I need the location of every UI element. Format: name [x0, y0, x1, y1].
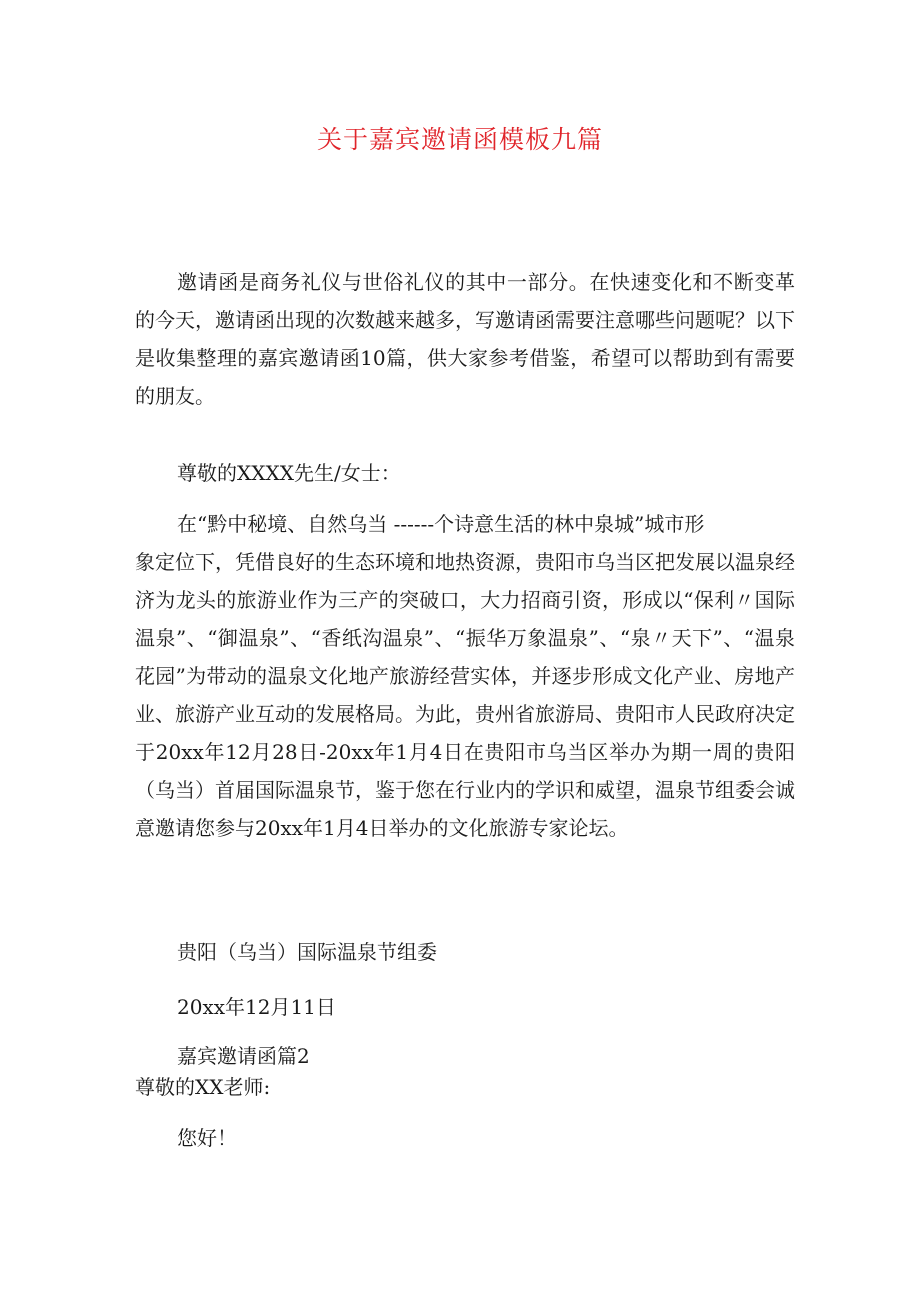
intro-paragraph: 邀请函是商务礼仪与世俗礼仪的其中一部分。在快速变化和不断变革的今天，邀请函出现的次数越来越多，写邀请函需要注意哪些问题呢？以下是收集整理的嘉宾邀请函10篇，供大家参考借鉴，希望可以帮助到有需要的朋友。 — [135, 270, 795, 408]
letter1-salutation: 尊敬的XXXX先生/女士： — [177, 461, 401, 485]
letter1-signature: 贵阳（乌当）国际温泉节组委 — [177, 940, 437, 964]
letter1-body — [135, 505, 795, 847]
letter1-lead-line: 在“黔中秘境、自然乌当 ------个诗意生活的林中泉城”城市形 — [177, 512, 705, 536]
document-title: 关于嘉宾邀请函模板九篇 — [316, 125, 603, 154]
letter2-heading: 嘉宾邀请函篇2 — [177, 1044, 310, 1068]
letter2-greeting: 您好！ — [177, 1126, 237, 1150]
letter1-date: 20xx年12月11日 — [177, 995, 336, 1019]
letter1-body-text: 象定位下，凭借良好的生态环境和地热资源，贵阳市乌当区把发展以温泉经济为龙头的旅游业作为三产的突破口，大力招商引资，形成以“保利〃国际温泉”、“御温泉”、“香纸沟温泉”、“振华万象温泉”、“泉〃天下”、“温泉花园”为带动的温泉文化地产旅游经营实体，并逐步形成文化产业、房地产业、旅游产业互动的发展格局。为此，贵州省旅游局、贵阳市人民政府决定于20xx年12月28日-20xx年1月4日在贵阳市乌当区举办为期一周的贵阳（乌当）首届国际温泉节，鉴于您在行业内的学识和威望，温泉节组委会诚意邀请您参与20xx年1月4日举办的文化旅游专家论坛。 — [135, 550, 795, 840]
letter2-salutation: 尊敬的XX老师: — [135, 1075, 271, 1099]
